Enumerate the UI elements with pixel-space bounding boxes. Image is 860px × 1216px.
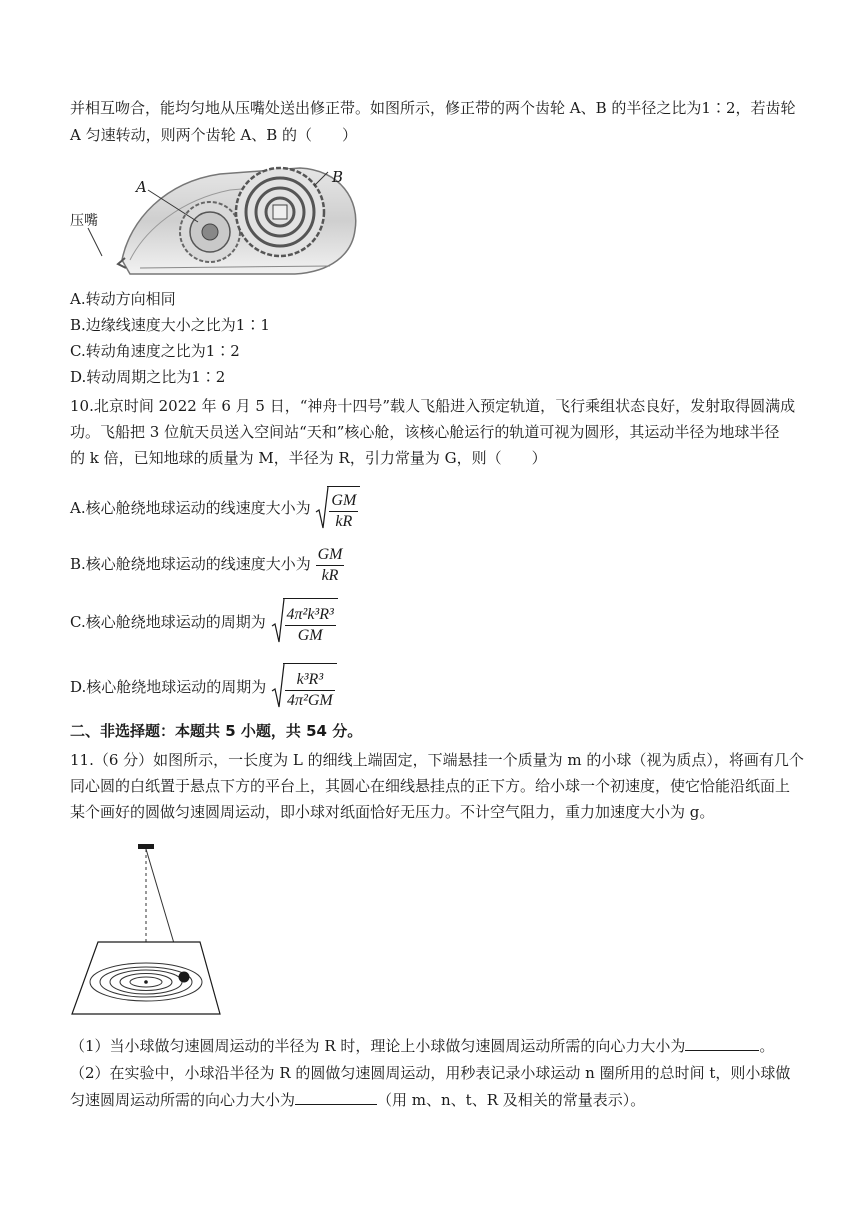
q9-option-a: A.转动方向相同 bbox=[70, 290, 176, 308]
q10-c-numerator: 4π²k³R³ bbox=[285, 605, 336, 626]
q10-b-denominator: kR bbox=[321, 566, 339, 584]
q10-b-numerator: GM bbox=[316, 545, 345, 566]
q11-line-3: 某个画好的圆做匀速圆周运动，即小球对纸面恰好无压力。不计空气阻力，重力加速度大小为 g。 bbox=[70, 803, 715, 821]
q9-line-2: A 匀速转动，则两个齿轮 A、B 的（ ） bbox=[70, 126, 357, 144]
q10-d-denominator: 4π²GM bbox=[287, 691, 333, 709]
q11-line-1: 11.（6 分）如图所示，一长度为 L 的细线上端固定，下端悬挂一个质量为 m 的小球（视为质点），将画有几个 bbox=[70, 751, 804, 769]
q9-option-d: D.转动周期之比为1∶2 bbox=[70, 368, 226, 386]
q10-option-b-text: B.核心舱绕地球运动的线速度大小为 bbox=[70, 555, 311, 573]
conical-pendulum-figure bbox=[68, 842, 228, 1022]
correction-tape-figure bbox=[70, 160, 360, 280]
q11-sub2-line-1: （2）在实验中，小球沿半径为 R 的圆做匀速圆周运动，用秒表记录小球运动 n 圈所用的总时间 t，则小球做 bbox=[70, 1064, 791, 1082]
gear-a-label: A bbox=[136, 178, 147, 196]
nozzle-label: 压嘴 bbox=[70, 213, 98, 229]
q10-line-1: 10.北京时间 2022 年 6 月 5 日，“神舟十四号”载人飞船进入预定轨道，飞行乘组状态良好，发射取得圆满成 bbox=[70, 397, 796, 415]
q9-option-b: B.边缘线速度大小之比为1∶1 bbox=[70, 316, 270, 334]
q11-sub1-end: 。 bbox=[759, 1037, 775, 1055]
q10-d-numerator: k³R³ bbox=[285, 670, 335, 691]
q10-option-a-text: A.核心舱绕地球运动的线速度大小为 bbox=[70, 499, 311, 517]
q9-line-1: 并相互吻合，能均匀地从压嘴处送出修正带。如图所示，修正带的两个齿轮 A、B 的半径之比为1∶2，若齿轮 bbox=[70, 99, 796, 117]
q10-line-2: 功。飞船把 3 位航天员送入空间站“天和”核心舱，该核心舱运行的轨道可视为圆形，其运动半径为地球半径 bbox=[70, 423, 780, 441]
q10-option-d-text: D.核心舱绕地球运动的周期为 bbox=[70, 678, 267, 696]
q11-sub2-line-2 bbox=[70, 1090, 645, 1110]
q11-sub2-end: （用 m、n、t、R 及相关的常量表示）。 bbox=[377, 1091, 646, 1109]
q11-sub1-blank[interactable] bbox=[685, 1036, 759, 1051]
section-2-heading: 二、非选择题：本题共 5 小题，共 54 分。 bbox=[70, 722, 363, 740]
q9-option-c: C.转动角速度之比为1∶2 bbox=[70, 342, 240, 360]
q11-sub1-text: （1）当小球做匀速圆周运动的半径为 R 时，理论上小球做匀速圆周运动所需的向心力大小为 bbox=[70, 1037, 686, 1055]
q10-option-a bbox=[70, 486, 360, 532]
q10-line-3: 的 k 倍，已知地球的质量为 M，半径为 R，引力常量为 G，则（ ） bbox=[70, 449, 547, 467]
q11-sub2-blank[interactable] bbox=[295, 1090, 377, 1105]
q10-option-c-text: C.核心舱绕地球运动的周期为 bbox=[70, 613, 266, 631]
gear-b-label: B bbox=[332, 168, 344, 186]
q11-line-2: 同心圆的白纸置于悬点下方的平台上，其圆心在细线悬挂点的正下方。给小球一个初速度，使它恰能沿纸面上 bbox=[70, 777, 791, 795]
q11-sub1 bbox=[70, 1036, 774, 1056]
q10-option-d bbox=[70, 663, 337, 713]
q10-option-c bbox=[70, 598, 338, 648]
q10-a-numerator: GM bbox=[329, 491, 358, 512]
q11-sub2-text: 匀速圆周运动所需的向心力大小为 bbox=[70, 1091, 296, 1109]
q10-c-denominator: GM bbox=[297, 626, 323, 644]
q10-a-denominator: kR bbox=[335, 512, 353, 530]
q10-option-b bbox=[70, 542, 344, 586]
